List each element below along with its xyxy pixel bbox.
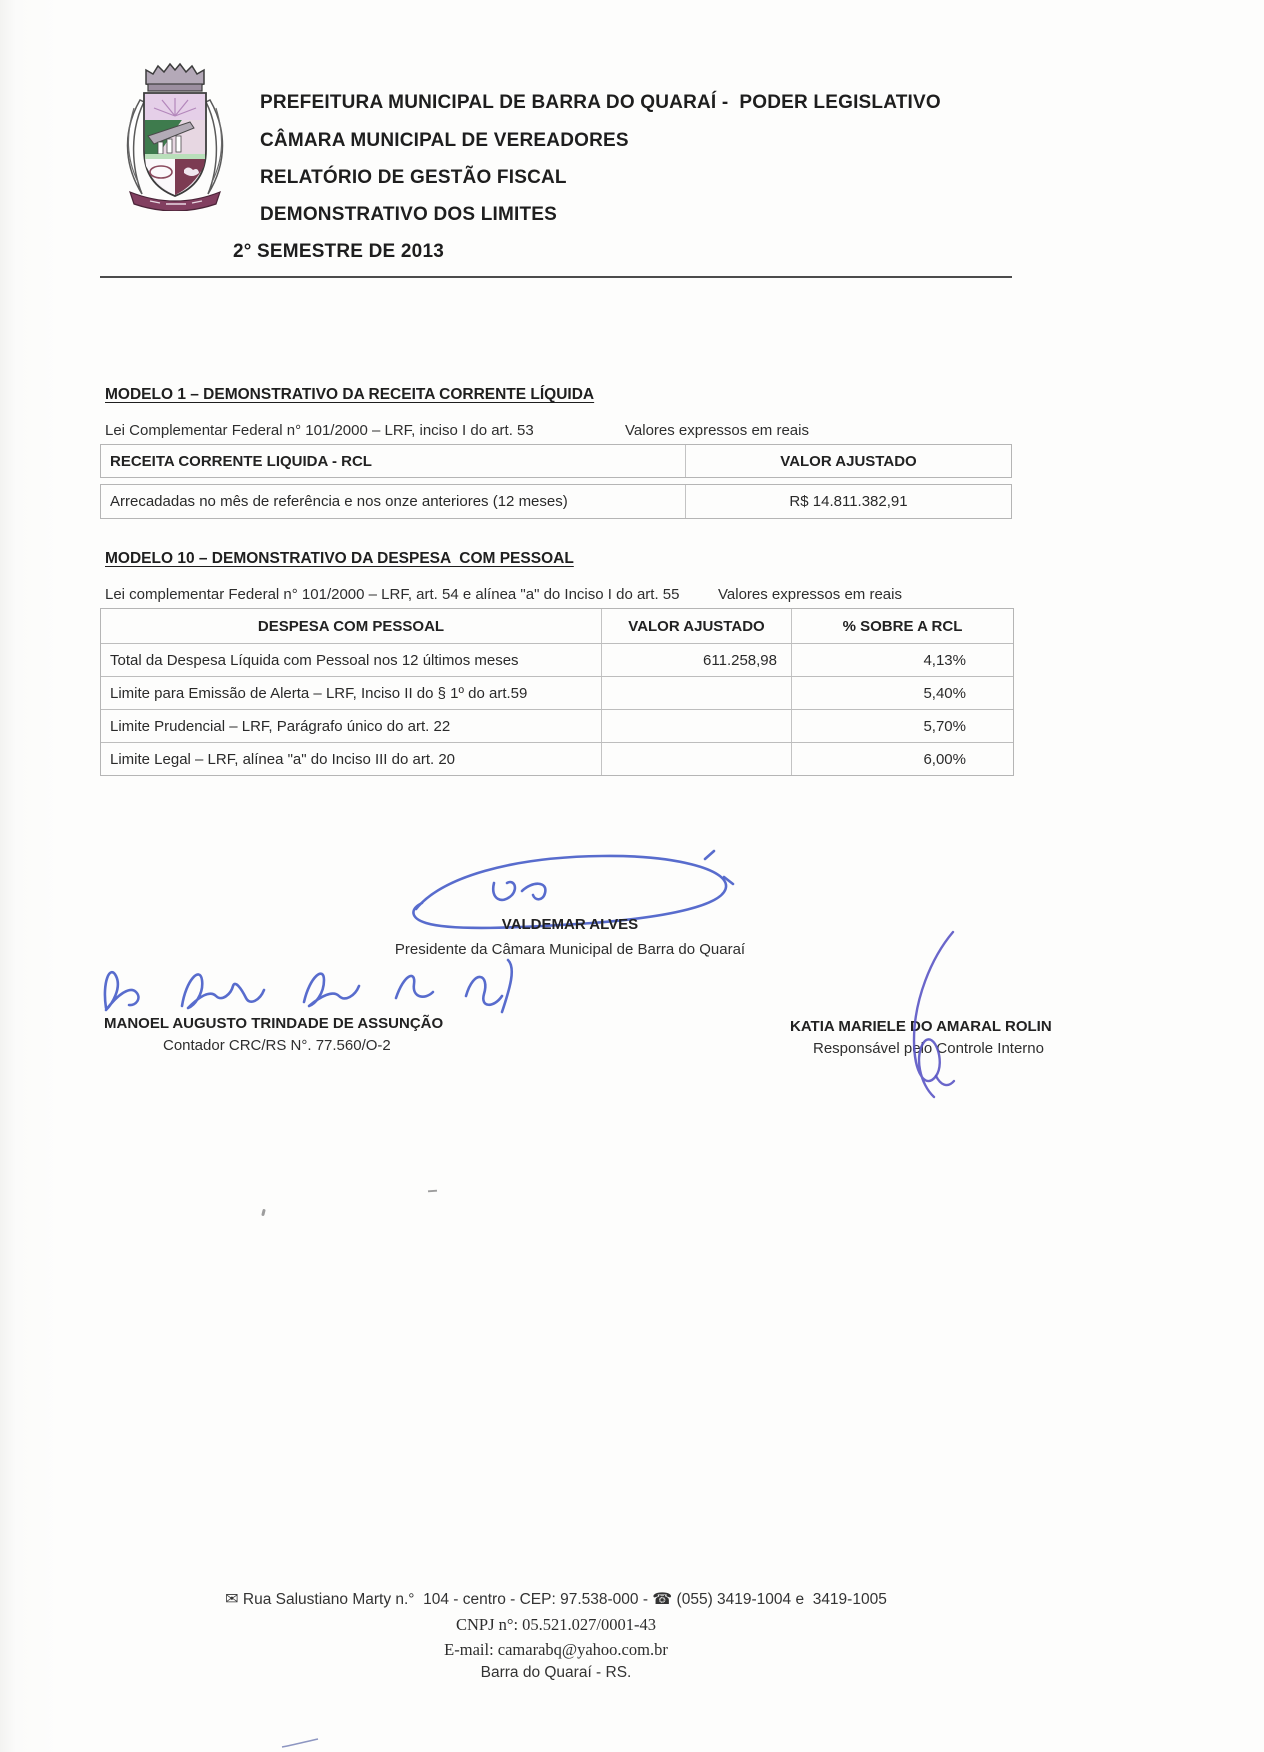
coat-of-arms-icon <box>116 58 234 211</box>
modelo1-currency-note: Valores expressos em reais <box>625 422 809 439</box>
despesa-row-label: Limite Prudencial – LRF, Parágrafo único do art. 22 <box>110 717 451 735</box>
envelope-icon: ✉ <box>225 1591 239 1608</box>
president-role: Presidente da Câmara Municipal de Barra do Quaraí <box>394 941 746 958</box>
despesa-row-pct: 5,40% <box>791 677 1013 709</box>
report-title-line: RELATÓRIO DE GESTÃO FISCAL <box>260 167 567 188</box>
scan-artifact-dash <box>428 1190 437 1193</box>
internal-control-name: KATIA MARIELE DO AMARAL ROLIN <box>790 1018 1052 1035</box>
despesa-row-label: Limite para Emissão de Alerta – LRF, Inciso II do § 1º do art.59 <box>110 684 528 702</box>
table-row <box>101 643 1013 676</box>
modelo10-currency-note: Valores expressos em reais <box>718 586 902 603</box>
despesa-row-label: Total da Despesa Líquida com Pessoal nos 12 últimos meses <box>110 651 519 669</box>
chamber-title-line: CÂMARA MUNICIPAL DE VEREADORES <box>260 130 629 151</box>
table-row <box>101 709 1013 742</box>
modelo1-law-reference: Lei Complementar Federal n° 101/2000 – LRF, inciso I do art. 53 <box>105 422 534 439</box>
rcl-header-valor: VALOR AJUSTADO <box>780 452 917 470</box>
president-name: VALDEMAR ALVES <box>501 916 639 933</box>
despesa-header-valor: VALOR AJUSTADO <box>601 609 791 643</box>
footer-cnpj: CNPJ n°: 05.521.027/0001-43 <box>455 1615 657 1634</box>
rcl-table <box>100 444 1012 519</box>
table-row <box>101 676 1013 709</box>
org-title-line: PREFEITURA MUNICIPAL DE BARRA DO QUARAÍ - PODER LEGISLATIVO <box>260 92 941 113</box>
scan-artifact-mark <box>261 1209 266 1217</box>
accountant-signature-ink <box>98 956 522 1016</box>
despesa-row-valor: 611.258,98 <box>601 644 791 676</box>
footer-city: Barra do Quaraí - RS. <box>480 1664 632 1681</box>
internal-control-signature-ink <box>893 926 973 1100</box>
internal-control-role: Responsável pelo Controle Interno <box>813 1040 1044 1057</box>
rcl-header-receita: RECEITA CORRENTE LIQUIDA - RCL <box>101 445 686 477</box>
despesa-row-valor <box>601 677 791 709</box>
despesa-row-label: Limite Legal – LRF, alínea "a" do Inciso III do art. 20 <box>110 750 456 768</box>
rcl-row-value: R$ 14.811.382,91 <box>789 493 908 510</box>
report-subtitle-line: DEMONSTRATIVO DOS LIMITES <box>260 204 558 225</box>
rcl-row-label: Arrecadadas no mês de referência e nos onze anteriores (12 meses) <box>101 485 686 518</box>
modelo10-title: MODELO 10 – DEMONSTRATIVO DA DESPESA COM PESSOAL <box>105 550 574 567</box>
modelo10-law-reference: Lei complementar Federal n° 101/2000 – LRF, art. 54 e alínea "a" do Inciso I do art. 55 <box>105 586 680 603</box>
despesa-row-pct: 4,13% <box>791 644 1013 676</box>
header-divider <box>100 276 1012 278</box>
despesa-row-valor <box>601 710 791 742</box>
telephone-icon: ☎ <box>652 1591 673 1608</box>
footer-phones: (055) 3419-1004 e 3419-1005 <box>672 1591 887 1608</box>
despesa-header-pct: % SOBRE A RCL <box>791 609 1013 643</box>
report-period-line: 2° SEMESTRE DE 2013 <box>233 241 444 262</box>
modelo1-title: MODELO 1 – DEMONSTRATIVO DA RECEITA CORRENTE LÍQUIDA <box>105 386 595 403</box>
accountant-role: Contador CRC/RS N°. 77.560/O-2 <box>163 1037 391 1054</box>
table-row <box>101 742 1013 775</box>
footer-email: E-mail: camarabq@yahoo.com.br <box>444 1640 668 1659</box>
despesa-row-valor <box>601 743 791 775</box>
rcl-table-data-row <box>100 484 1012 519</box>
despesa-pessoal-table <box>100 608 1014 776</box>
footer-address-line <box>100 1589 1012 1609</box>
accountant-name: MANOEL AUGUSTO TRINDADE DE ASSUNÇÃO <box>104 1015 444 1032</box>
despesa-row-pct: 5,70% <box>791 710 1013 742</box>
despesa-header-despesa: DESPESA COM PESSOAL <box>257 617 445 635</box>
despesa-table-header-row <box>101 609 1013 643</box>
scan-artifact-pen-stroke <box>280 1736 320 1748</box>
rcl-table-header-row <box>100 444 1012 478</box>
despesa-row-pct: 6,00% <box>791 743 1013 775</box>
footer-address: Rua Salustiano Marty n.° 104 - centro - CEP: 97.538-000 - <box>238 1591 653 1608</box>
